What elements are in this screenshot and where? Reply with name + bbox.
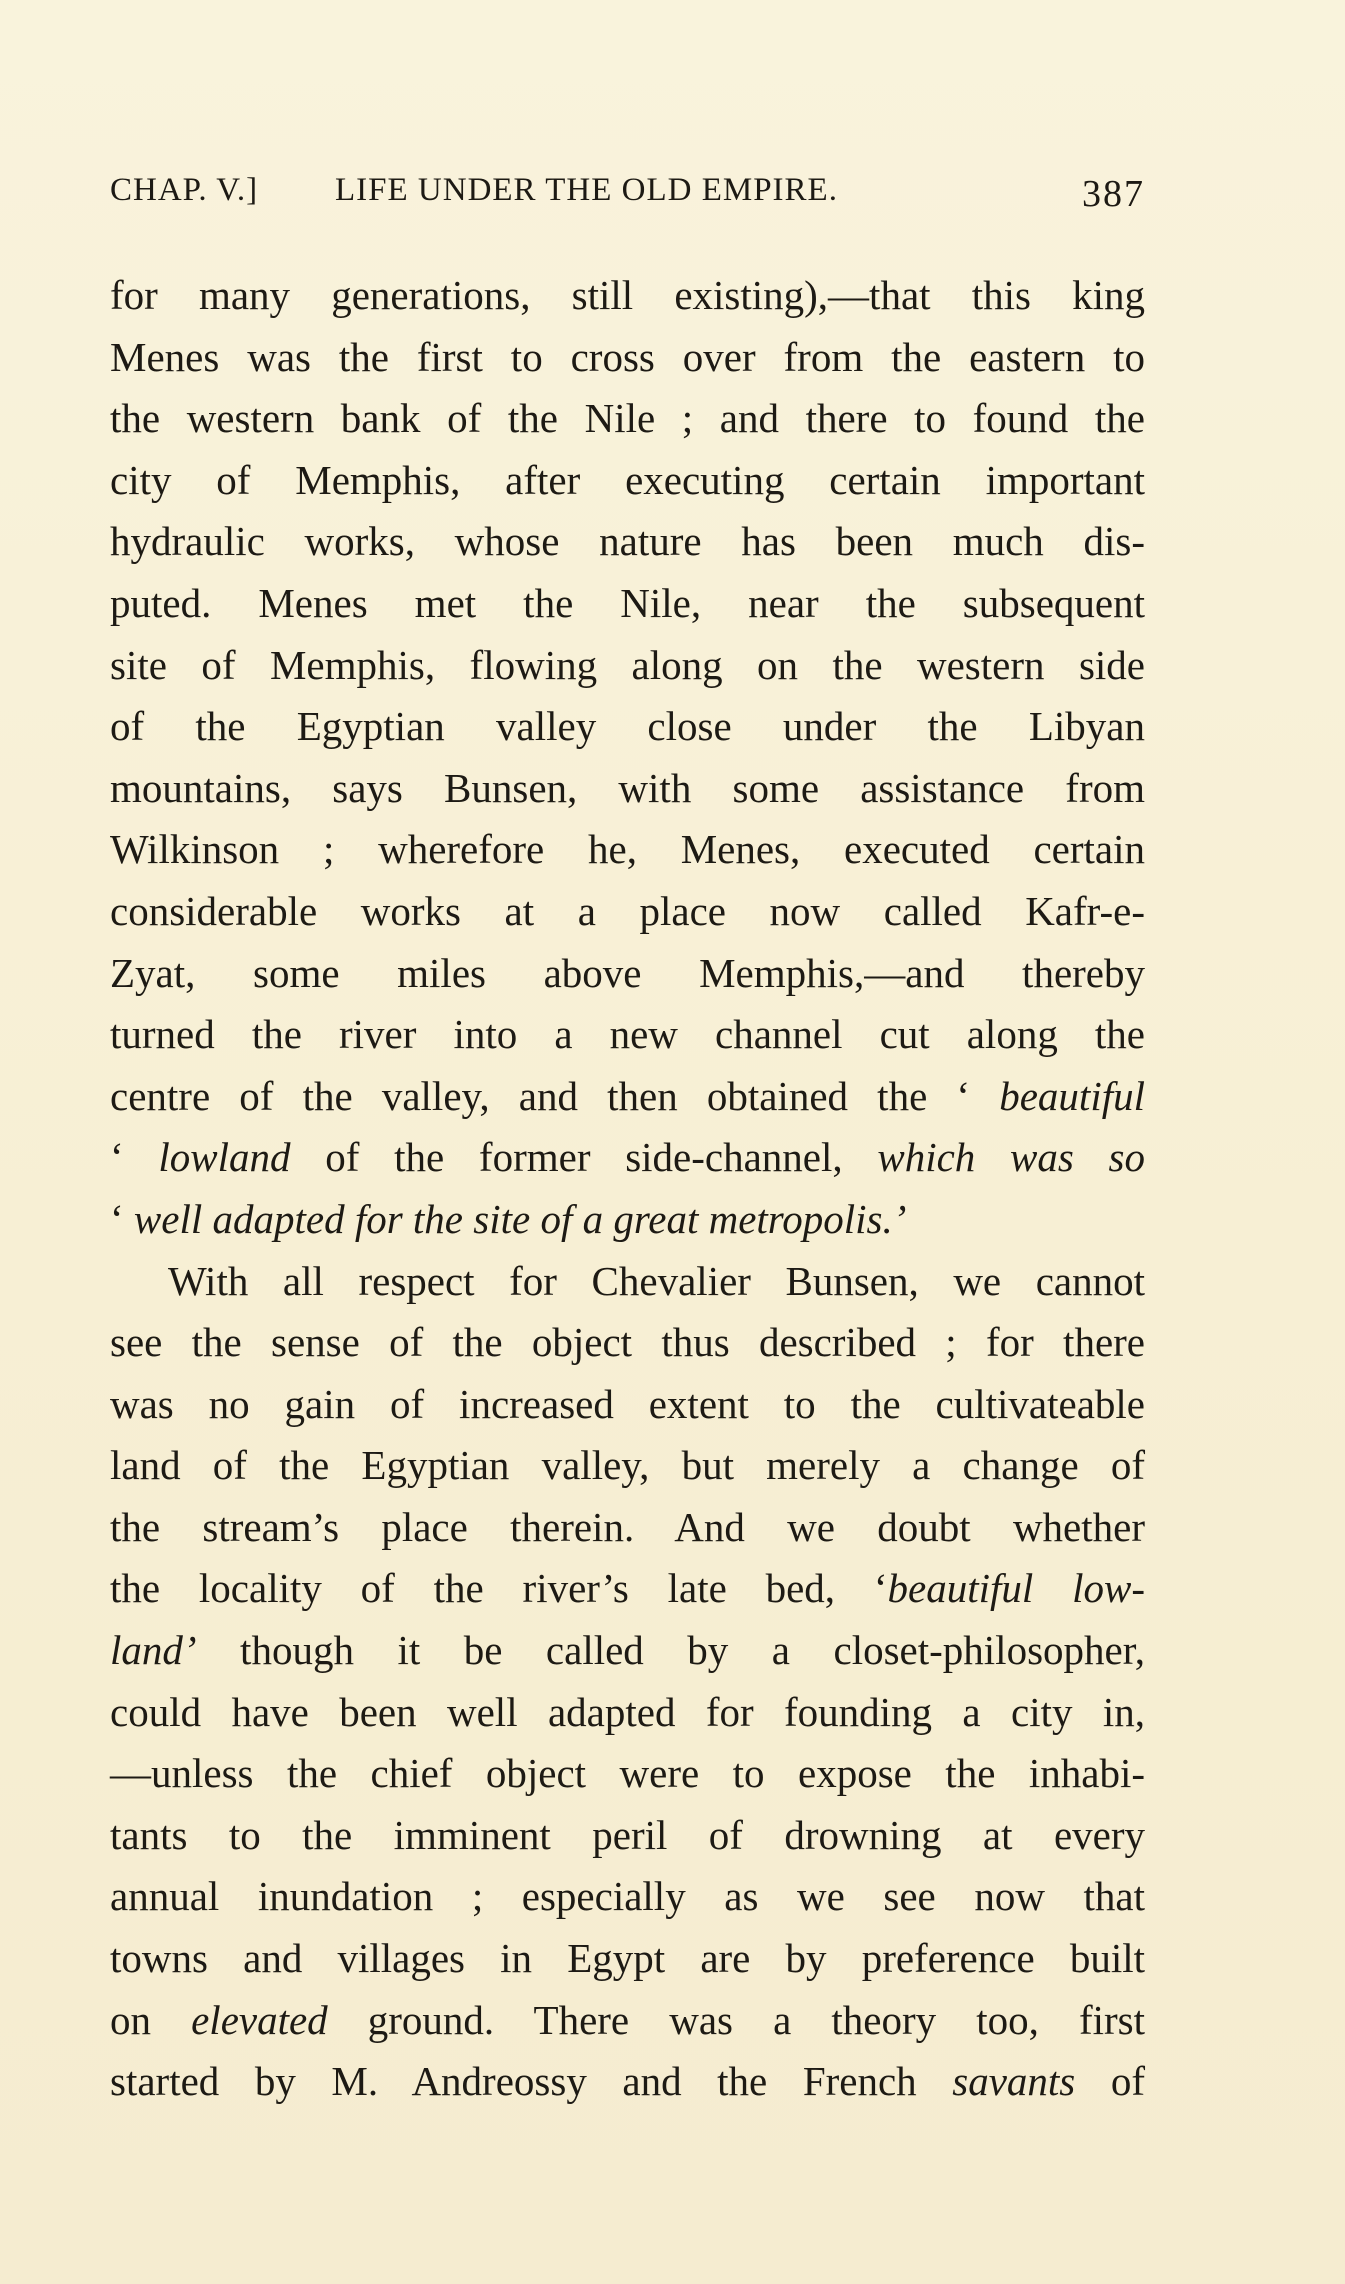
text-run: mountains, says Bunsen, with some assistance from [110, 764, 1145, 811]
text-run: With all respect for Chevalier Bunsen, we cannot [168, 1257, 1145, 1304]
text-run: though it be called by a closet-philosopher, [196, 1627, 1145, 1674]
text-run: of [1075, 2058, 1145, 2105]
text-line [110, 265, 1145, 327]
text-line [110, 1990, 1145, 2052]
text-run: ground. There was a theory too, first [327, 1996, 1146, 2043]
text-run: Zyat, some miles above Memphis,—and thereby [110, 949, 1145, 996]
chapter-label: CHAP. V.] [110, 172, 259, 208]
text-run: for many generations, still existing),—that this king [110, 272, 1145, 318]
text-run: towns and villages in Egypt are by preference built [110, 1935, 1145, 1982]
text-line [110, 1497, 1145, 1559]
text-run: tants to the imminent peril of drowning at every [110, 1811, 1145, 1858]
text-run: puted. Menes met the Nile, near the subsequent [110, 579, 1145, 626]
running-head [110, 172, 1145, 218]
text-line [110, 1189, 1145, 1251]
text-line [110, 450, 1145, 512]
text-line [110, 1066, 1145, 1128]
text-line [110, 573, 1145, 635]
text-run: see the sense of the object thus described ; for there [110, 1319, 1145, 1366]
text-run: Menes was the first to cross over from the eastern to [110, 333, 1145, 380]
text-run: on [110, 1996, 192, 2043]
text-line [110, 1127, 1145, 1189]
text-run: —unless the chief object were to expose the inhabi- [110, 1750, 1145, 1797]
text-line [110, 1743, 1145, 1805]
body-text [110, 265, 1145, 2113]
text-line [110, 388, 1145, 450]
text-run: started by M. Andreossy and the French [110, 2058, 953, 2105]
text-run: city of Memphis, after executing certain important [110, 456, 1145, 503]
text-line [110, 943, 1145, 1005]
text-run: could have been well adapted for founding a city in, [110, 1688, 1145, 1735]
text-run: the western bank of the Nile ; and there to found the [110, 395, 1145, 442]
text-line [110, 2051, 1145, 2113]
text-line [110, 881, 1145, 943]
text-line [110, 1558, 1145, 1620]
text-run: turned the river into a new channel cut along the [110, 1011, 1145, 1058]
text-line [110, 327, 1145, 389]
text-run: hydraulic works, whose nature has been much dis- [110, 518, 1145, 565]
text-line [110, 1682, 1145, 1744]
text-line [110, 1312, 1145, 1374]
italic-text: beautiful low- [887, 1565, 1145, 1612]
text-run: land of the Egyptian valley, but merely a change of [110, 1442, 1145, 1489]
text-line [110, 758, 1145, 820]
text-run: considerable works at a place now called Kafr-e- [110, 887, 1145, 934]
text-line [110, 696, 1145, 758]
text-line [110, 511, 1145, 573]
italic-text: land’ [110, 1627, 197, 1674]
italic-text: which was so [877, 1134, 1145, 1181]
italic-text: beautiful [999, 1072, 1145, 1119]
italic-text: savants [952, 2058, 1076, 2105]
text-line [110, 1805, 1145, 1867]
text-line [110, 1374, 1145, 1436]
text-line [110, 1866, 1145, 1928]
text-run: ‘ [110, 1134, 159, 1181]
italic-text: elevated [191, 1996, 328, 2043]
running-title: LIFE UNDER THE OLD EMPIRE. [335, 172, 838, 208]
text-line [110, 819, 1145, 881]
text-run: annual inundation ; especially as we see now that [110, 1873, 1145, 1920]
italic-text: lowland [158, 1134, 291, 1181]
text-run: of the Egyptian valley close under the Libyan [110, 703, 1145, 750]
text-line [110, 1004, 1145, 1066]
text-run: of the former side-channel, [290, 1134, 878, 1181]
text-run: was no gain of increased extent to the cultivateable [110, 1380, 1145, 1427]
text-line [110, 1251, 1145, 1313]
text-run: the locality of the river’s late bed, ‘ [110, 1565, 888, 1612]
text-run: site of Memphis, flowing along on the western side [110, 641, 1145, 688]
text-line [110, 1435, 1145, 1497]
text-line [110, 1928, 1145, 1990]
italic-text: well adapted for the site of a great metropolis.’ [133, 1195, 907, 1242]
page-number: 387 [1082, 173, 1145, 215]
text-run: centre of the valley, and then obtained the ‘ [110, 1072, 1000, 1119]
text-line [110, 1620, 1145, 1682]
text-run: ‘ [110, 1195, 134, 1242]
text-line [110, 635, 1145, 697]
text-run: the stream’s place therein. And we doubt whether [110, 1503, 1145, 1550]
text-run: Wilkinson ; wherefore he, Menes, executed certain [110, 826, 1145, 873]
